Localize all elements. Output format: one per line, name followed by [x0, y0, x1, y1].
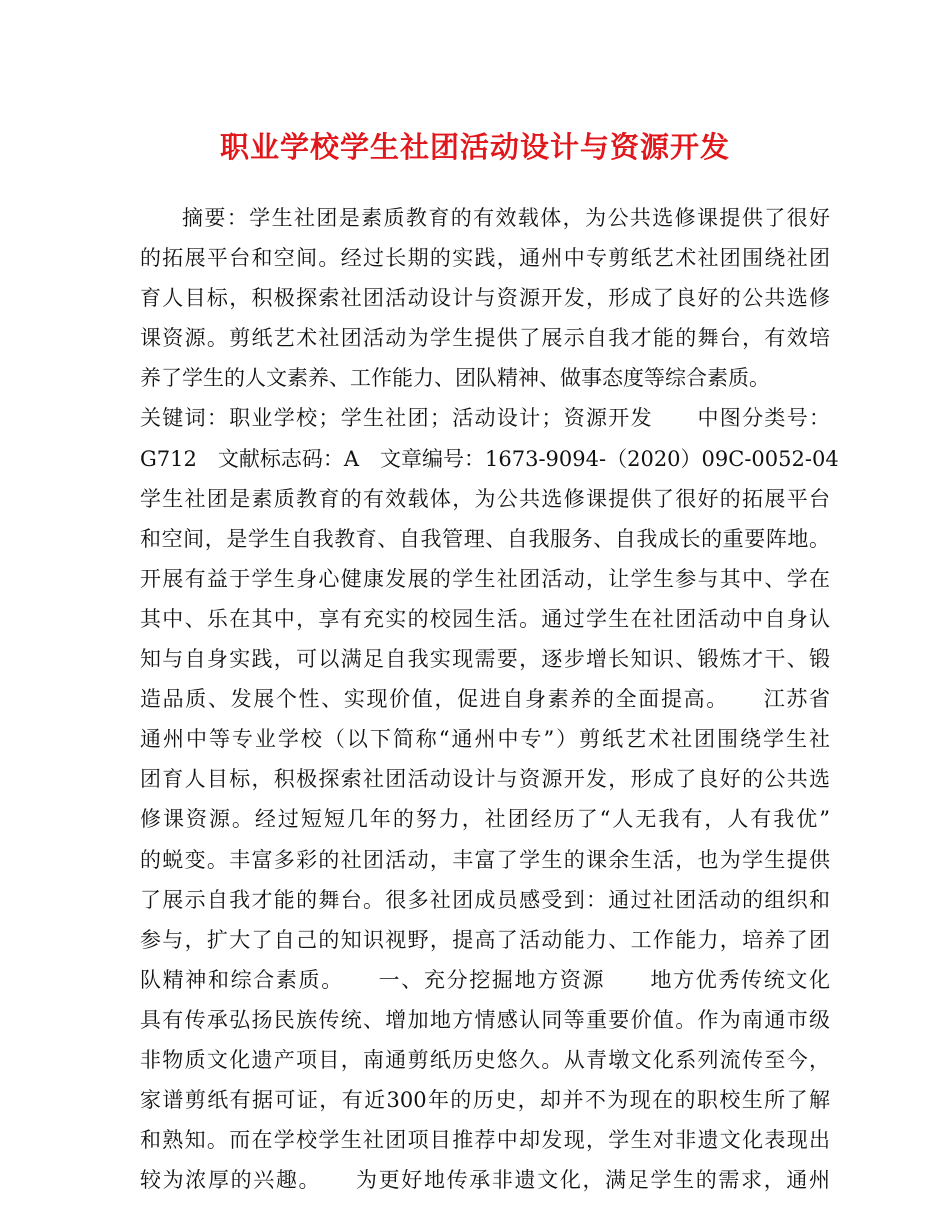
body-text-line: 和空间，是学生自我教育、自我管理、自我服务、自我成长的重要阵地。 — [140, 526, 830, 551]
body-text-line: 的蜕变。丰富多彩的社团活动，丰富了学生的课余生活，也为学生提供 — [140, 847, 830, 872]
abstract-line: 摘要：学生社团是素质教育的有效载体，为公共选修课提供了很好 — [182, 206, 830, 230]
body-text-line: 修课资源。经过短短几年的努力，社团经历了“人无我有，人有我优” — [140, 807, 830, 832]
body-text-line: 家谱剪纸有据可证，有近300年的历史，却并不为现在的职校生所了解 — [140, 1088, 830, 1113]
body-text-line: 具有传承弘扬民族传统、增加地方情感认同等重要价值。作为南通市级 — [140, 1007, 830, 1032]
body-text-line: 其中、乐在其中，享有充实的校园生活。通过学生在社团活动中自身认 — [140, 606, 830, 631]
body-text-line: 和熟知。而在学校学生社团项目推荐中却发现，学生对非遗文化表现出 — [140, 1128, 830, 1153]
body-text-line: 队精神和综合素质。 一、充分挖掘地方资源 地方优秀传统文化 — [140, 967, 830, 992]
abstract-line: 课资源。剪纸艺术社团活动为学生提供了展示自我才能的舞台，有效培 — [140, 326, 830, 351]
body-text-line: 学生社团是素质教育的有效载体，为公共选修课提供了很好的拓展平台 — [140, 486, 830, 511]
body-text-line: 团育人目标，积极探索社团活动设计与资源开发，形成了良好的公共选 — [140, 767, 830, 792]
abstract-line: 的拓展平台和空间。经过长期的实践，通州中专剪纸艺术社团围绕社团 — [140, 246, 830, 271]
body-text-line: 造品质、发展个性、实现价值，促进自身素养的全面提高。 江苏省 — [140, 687, 830, 712]
keywords-line: 关键词：职业学校；学生社团；活动设计；资源开发 中图分类号： — [140, 406, 830, 431]
body-text-line: 知与自身实践，可以满足自我实现需要，逐步增长知识、锻炼才干、锻 — [140, 647, 830, 672]
abstract-line: 育人目标，积极探索社团活动设计与资源开发，形成了良好的公共选修 — [140, 286, 830, 311]
body-text-line: 参与，扩大了自己的知识视野，提高了活动能力、工作能力，培养了团 — [140, 927, 830, 952]
body-text-line: 通州中等专业学校（以下简称“通州中专”）剪纸艺术社团围绕学生社 — [140, 727, 830, 752]
classification-line: G712 文献标志码：A 文章编号：1673-9094-（2020）09C-0052-04 — [140, 446, 839, 471]
document-title: 职业学校学生社团活动设计与资源开发 — [219, 130, 730, 164]
body-text-line: 了展示自我才能的舞台。很多社团成员感受到：通过社团活动的组织和 — [140, 887, 830, 912]
body-text-line: 较为浓厚的兴趣。 为更好地传承非遗文化，满足学生的需求，通州 — [140, 1168, 830, 1193]
abstract-line: 养了学生的人文素养、工作能力、团队精神、做事态度等综合素质。 — [140, 366, 770, 391]
document-body — [140, 198, 839, 1200]
body-text-line: 非物质文化遗产项目，南通剪纸历史悠久。从青墩文化系列流传至今， — [140, 1047, 830, 1072]
body-text-line: 开展有益于学生身心健康发展的学生社团活动，让学生参与其中、学在 — [140, 566, 830, 591]
